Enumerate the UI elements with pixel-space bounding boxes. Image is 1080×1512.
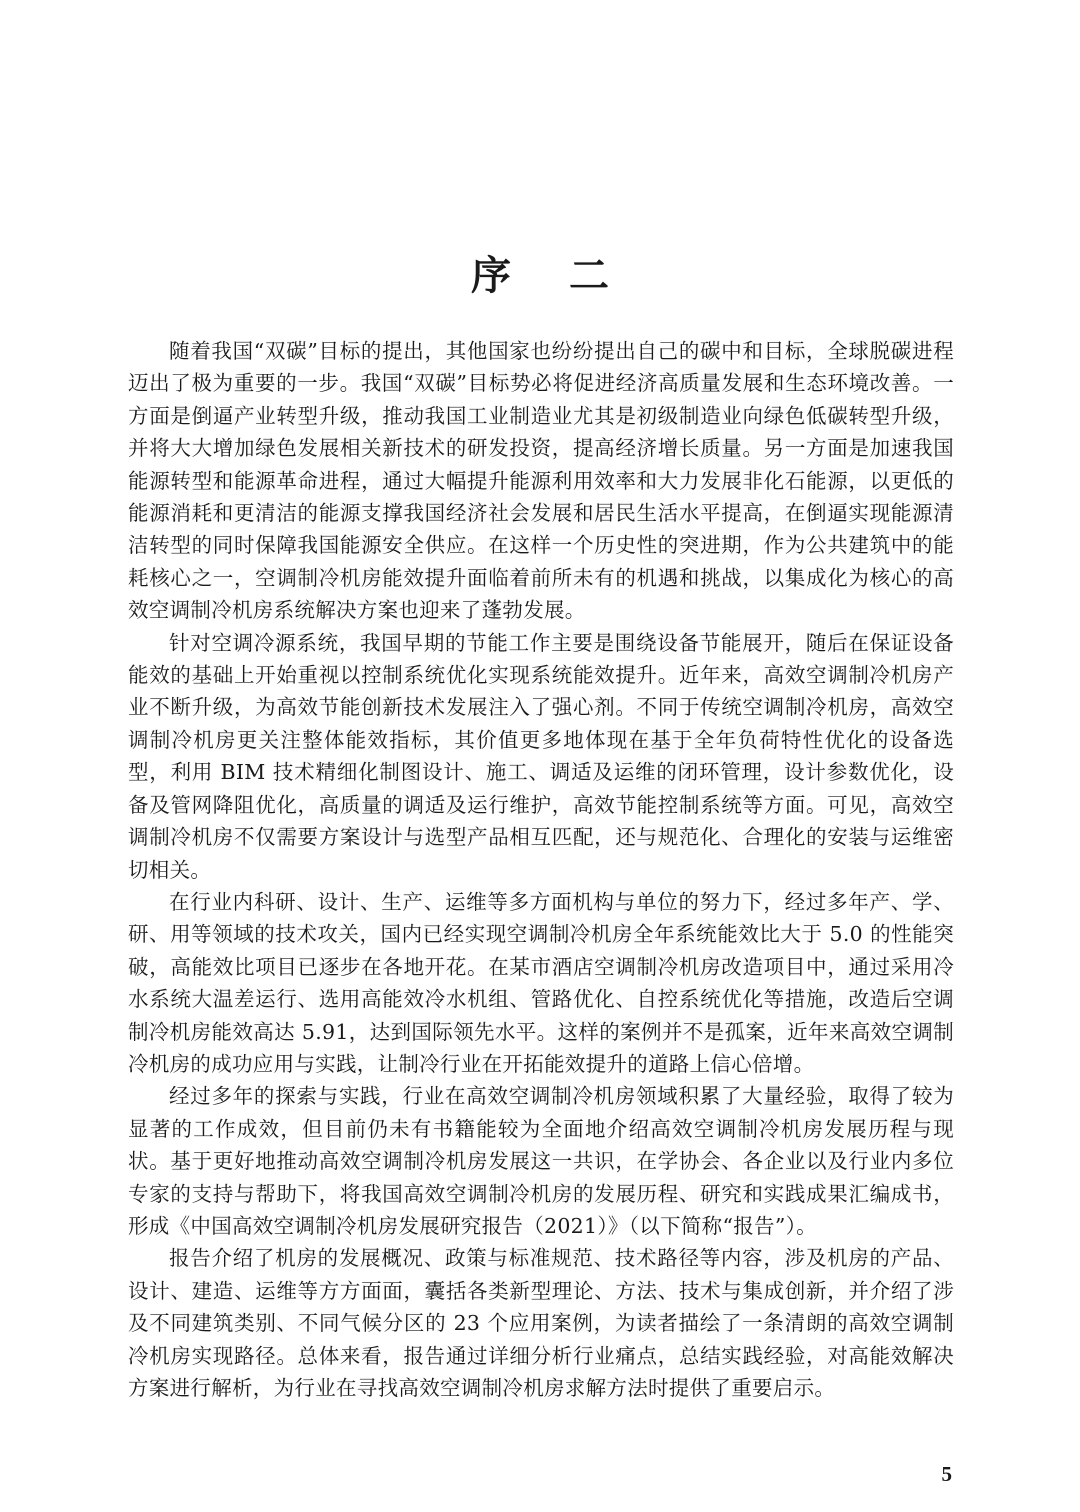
- title-char-2: 二: [569, 252, 609, 299]
- paragraph-1: 随着我国“双碳”目标的提出，其他国家也纷纷提出自己的碳中和目标，全球脱碳进程迈出了极为重要的一步。我国“双碳”目标势必将促进经济高质量发展和生态环境改善。一方面是倒逼产业转型升级，推动我国工业制造业尤其是初级制造业向绿色低碳转型升级，并将大大增加绿色发展相关新技术的研发投资，提高经济增长质量。另一方面是加速我国能源转型和能源革命进程，通过大幅提升能源利用效率和大力发展非化石能源，以更低的能源消耗和更清洁的能源支撑我国经济社会发展和居民生活水平提高，在倒逼实现能源清洁转型的同时保障我国能源安全供应。在这样一个历史性的突进期，作为公共建筑中的能耗核心之一，空调制冷机房能效提升面临着前所未有的机遇和挑战，以集成化为核心的高效空调制冷机房系统解决方案也迎来了蓬勃发展。: [128, 339, 954, 623]
- body-text: [128, 335, 954, 1404]
- paragraph-2: 针对空调冷源系统，我国早期的节能工作主要是围绕设备节能展开，随后在保证设备能效的基础上开始重视以控制系统优化实现系统能效提升。近年来，高效空调制冷机房产业不断升级，为高效节能创新技术发展注入了强心剂。不同于传统空调制冷机房，高效空调制冷机房更关注整体能效指标，其价值更多地体现在基于全年负荷特性优化的设备选型，利用 BIM 技术精细化制图设计、施工、调适及运维的闭环管理，设计参数优化，设备及管网降阻优化，高质量的调适及运行维护，高效节能控制系统等方面。可见，高效空调制冷机房不仅需要方案设计与选型产品相互匹配，还与规范化、合理化的安装与运维密切相关。: [128, 630, 954, 882]
- paragraph-4: 经过多年的探索与实践，行业在高效空调制冷机房领域积累了大量经验，取得了较为显著的工作成效，但目前仍未有书籍能较为全面地介绍高效空调制冷机房发展历程与现状。基于更好地推动高效空调制冷机房发展这一共识，在学协会、各企业以及行业内多位专家的支持与帮助下，将我国高效空调制冷机房的发展历程、研究和实践成果汇编成书，形成《中国高效空调制冷机房发展研究报告（2021）》（以下简称“报告”）。: [128, 1084, 954, 1238]
- page-title: [0, 248, 1080, 304]
- paragraph-3: 在行业内科研、设计、生产、运维等多方面机构与单位的努力下，经过多年产、学、研、用等领域的技术攻关，国内已经实现空调制冷机房全年系统能效比大于 5.0 的性能突破，高能效比项目已逐步在各地开花。在某市酒店空调制冷机房改造项目中，通过采用冷水系统大温差运行、选用高能效冷水机组、管路优化、自控系统优化等措施，改造后空调制冷机房能效高达 5.91，达到国际领先水平。这样的案例并不是孤案，近年来高效空调制冷机房的成功应用与实践，让制冷行业在开拓能效提升的道路上信心倍增。: [128, 889, 954, 1076]
- paragraph-5: 报告介绍了机房的发展概况、政策与标准规范、技术路径等内容，涉及机房的产品、设计、建造、运维等方方面面，囊括各类新型理论、方法、技术与集成创新，并介绍了涉及不同建筑类别、不同气候分区的 23 个应用案例，为读者描绘了一条清朗的高效空调制冷机房实现路径。总体来看，报告通过详细分析行业痛点，总结实践经验，对高能效解决方案进行解析，为行业在寻找高效空调制冷机房求解方法时提供了重要启示。: [128, 1246, 954, 1400]
- page-number: 5: [941, 1462, 952, 1486]
- title-char-1: 序: [471, 252, 511, 299]
